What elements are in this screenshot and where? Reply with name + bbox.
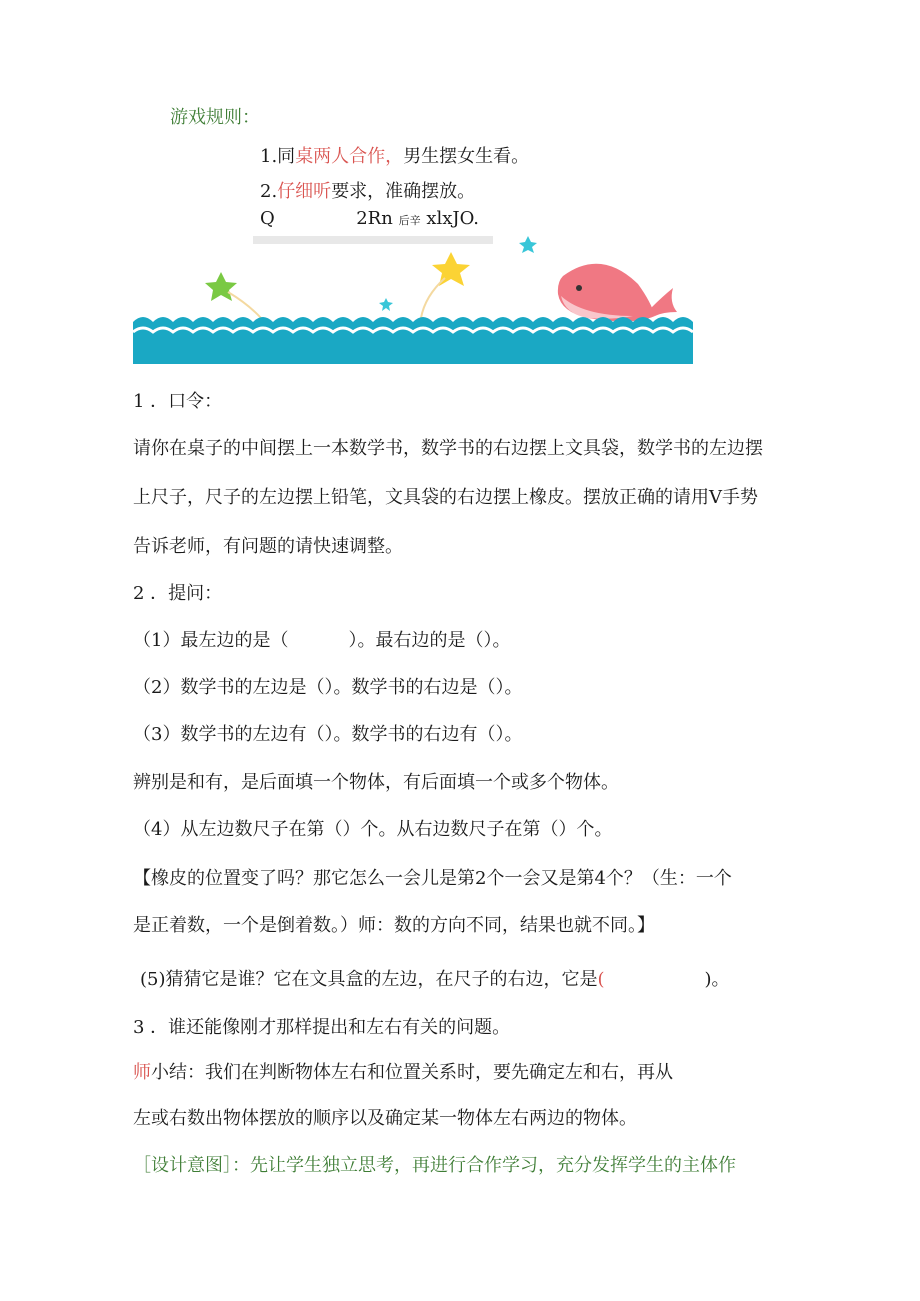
rules-title: 游戏规则： — [170, 107, 260, 128]
green-star-icon — [205, 272, 237, 301]
question-5 — [140, 965, 730, 991]
question-5-part-a: (5)猜猜它是谁？它在文具盒的左边，在尺子的右边，它是 — [140, 969, 598, 990]
whale-icon — [558, 264, 677, 322]
rule-2-suffix: 要求，准确摆放。 — [331, 181, 476, 202]
summary-label: 师 — [133, 1062, 151, 1083]
section-2-heading: 2 ．提问： — [133, 583, 223, 604]
question-5-part-b: )。 — [704, 969, 730, 990]
green-star-trail — [228, 292, 261, 318]
banner-illustration — [133, 236, 693, 364]
rule-1-highlight: 桌两人合作， — [295, 146, 404, 167]
question-1-part-b: ）。最右边的是（）。 — [348, 630, 511, 651]
summary-line-2: 左或右数出物体摆放的顺序以及确定某一物体左右两边的物体。 — [133, 1108, 637, 1129]
rule-1-suffix: 男生摆女生看。 — [403, 146, 530, 167]
yellow-star-icon — [432, 252, 470, 286]
summary-text: 小结：我们在判断物体左右和位置关系时，要先确定左和右，再从 — [151, 1062, 673, 1083]
ocean-whale-banner — [133, 236, 693, 364]
small-teal-star-icon — [379, 298, 393, 311]
question-1-part-a: （1）最左边的是（ — [133, 630, 289, 651]
rule-2-prefix: 2. — [260, 181, 278, 202]
rule-3-text: 2Rn — [356, 208, 393, 229]
cutoff-text-strip — [253, 236, 493, 244]
rule-1 — [260, 142, 529, 168]
rule-3 — [260, 208, 479, 229]
rule-3-tail: xlxJO. — [426, 208, 480, 229]
section-1-para-line-2: 上尺子，尺子的左边摆上铅笔，文具袋的右边摆上橡皮。摆放正确的请用V手势 — [133, 487, 758, 508]
section-3-heading: 3 ．谁还能像刚才那样提出和左右有关的问题。 — [133, 1017, 511, 1038]
question-4: （4）从左边数尺子在第（）个。从右边数尺子在第（）个。 — [133, 819, 613, 840]
section-1-para-line-1: 请你在桌子的中间摆上一本数学书，数学书的右边摆上文具袋，数学书的左边摆 — [133, 438, 763, 459]
question-5-open-paren: ( — [597, 969, 605, 990]
question-1 — [133, 626, 510, 652]
bracket-note-line-2: 是正着数，一个是倒着数。）师：数的方向不同，结果也就不同。】 — [133, 915, 655, 936]
teal-star-icon — [519, 236, 537, 253]
question-2: （2）数学书的左边是（）。数学书的右边是（）。 — [133, 677, 523, 698]
rule-3-q: Q — [260, 208, 275, 229]
design-intent-note: ［设计意图］：先让学生独立思考，再进行合作学习，充分发挥学生的主体作 — [133, 1155, 736, 1176]
section-1-para-line-3: 告诉老师，有问题的请快速调整。 — [133, 536, 403, 557]
rule-2 — [260, 177, 475, 203]
rule-3-small: 后辛 — [398, 214, 421, 227]
rule-2-highlight: 仔细听 — [277, 181, 332, 202]
summary-line-1 — [133, 1058, 673, 1084]
rule-1-prefix: 1.同 — [260, 146, 296, 167]
bracket-note-line-1: 【橡皮的位置变了吗？那它怎么一会儿是第2个一会又是第4个？（生：一个 — [133, 868, 732, 889]
question-3: （3）数学书的左边有（）。数学书的右边有（）。 — [133, 724, 523, 745]
distinction-note: 辨别是和有，是后面填一个物体，有后面填一个或多个物体。 — [133, 772, 619, 793]
section-1-heading: 1 ．口令： — [133, 391, 223, 412]
